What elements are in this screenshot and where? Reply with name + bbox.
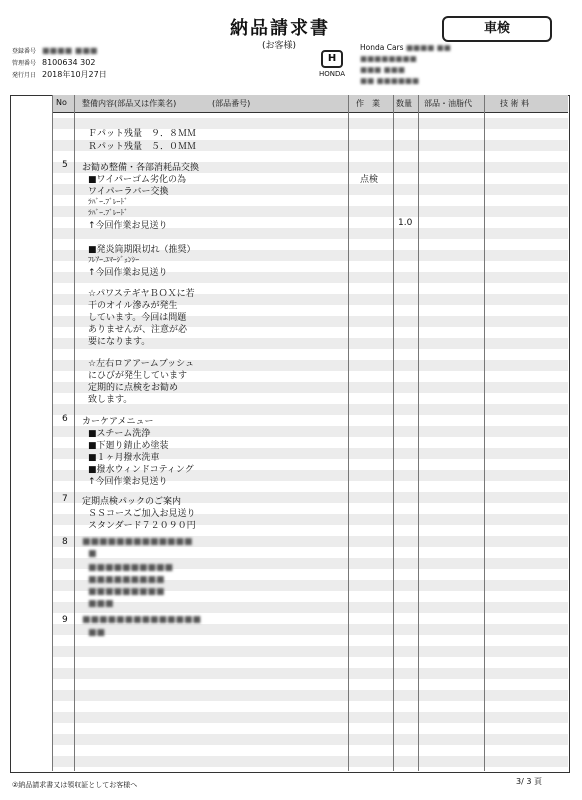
row-content: ■■ [88, 628, 106, 638]
row-content: しています。今回は問題 [88, 313, 187, 323]
issue-value: 2018年10月27日 [42, 69, 107, 79]
row-content: ﾌﾚｱｰ.ｴﾏｰｼﾞｪﾝｼｰ [88, 255, 140, 264]
col-divider-qty [393, 95, 394, 771]
header-parts-fee: 部品・油脂代 [424, 99, 472, 108]
row-content: ↑今回作業お見送り [88, 221, 168, 231]
row-content: ■撥水ウィンドコティング [88, 465, 194, 475]
mgmt-value: 8100634 302 [42, 57, 96, 67]
row-content: 要になります。 [88, 337, 151, 347]
row-work: 点検 [360, 175, 379, 185]
document-subtitle: (お客様) [262, 41, 297, 51]
row-content: ■■■ [88, 599, 114, 609]
document-title: 納品請求書 [230, 18, 330, 39]
header-work: 作 業 [356, 99, 380, 108]
row-content: ■スチーム洗浄 [88, 429, 151, 439]
row-content: にひびが発生しています [88, 371, 188, 381]
row-number: 8 [62, 537, 68, 547]
row-content: ↑今回作業お見送り [88, 477, 168, 487]
row-content: ワイパーラバー交換 [88, 187, 169, 197]
col-divider-work [348, 95, 349, 771]
row-content: ﾗﾊﾞｰ.ﾌﾞﾚｰﾄﾞ [88, 208, 128, 217]
row-content: カーケアメニュー [82, 417, 154, 427]
row-content: ■■■■■■■■■■■■■ [82, 537, 193, 547]
row-content: 干のオイル滲みが発生 [88, 301, 178, 311]
honda-logo-text: HONDA [318, 70, 346, 78]
dealer-info [360, 42, 451, 86]
header-content: 整備内容(部品又は作業名) [82, 99, 177, 108]
dealer-name-blur: ■■■■ ■■ [405, 43, 451, 52]
header-part-no: (部品番号) [212, 99, 251, 108]
row-content: ☆左右ロアアームブッシュ [88, 359, 194, 369]
footer-note: ②納品請求書又は領収証としてお客様へ [12, 781, 138, 789]
dealer-address-2: ■■■ ■■■ [360, 65, 405, 74]
row-stripe [53, 690, 568, 701]
left-margin-column [10, 95, 53, 771]
col-divider-no [52, 95, 53, 771]
row-content: Ｒパット残量 ５．０ＭＭ [88, 142, 197, 152]
row-content: ■下廻り錆止め塗装 [88, 441, 169, 451]
row-content: 定期点検パックのご案内 [82, 497, 182, 507]
row-stripe [53, 602, 568, 613]
row-stripe [53, 712, 568, 723]
reg-value: ■■■■ ■■■ [42, 45, 98, 55]
row-content: ■■■■■■■■■■■■■■ [82, 615, 202, 625]
row-content: ↑今回作業お見送り [88, 268, 168, 278]
meta-block [12, 44, 107, 80]
row-content: ■■■■■■■■■ [88, 587, 165, 597]
header-no: No [56, 98, 67, 107]
row-content: ☆パワステギヤＢＯＸに若 [88, 289, 195, 299]
row-number: 6 [62, 414, 68, 424]
row-stripe [53, 646, 568, 657]
row-content: 定期的に点検をお勧め [88, 383, 179, 393]
mgmt-label: 管理番号 [12, 59, 37, 67]
row-number: 5 [62, 160, 68, 170]
row-qty: 1.0 [398, 218, 413, 228]
header-tech-fee: 技 術 料 [500, 99, 530, 108]
row-content: ■ワイパーゴム劣化の為 [88, 175, 187, 185]
row-content: Ｆパット残量 ９．８ＭＭ [88, 129, 197, 139]
row-content: ＳＳコースご加入お見送り [88, 509, 196, 519]
dealer-name: Honda Cars [360, 43, 404, 52]
dealer-address-1: ■■■■■■■■ [360, 54, 417, 63]
col-divider-tech [484, 95, 485, 771]
row-content: ■■■■■■■■■ [88, 575, 165, 585]
row-content: 致します。 [88, 395, 133, 405]
row-content: ■発炎筒期限切れ（推奨） [88, 245, 196, 255]
col-divider-parts [418, 95, 419, 771]
honda-logo [312, 50, 352, 80]
row-content: ■■■■■■■■■■ [88, 563, 174, 573]
row-content: ■１ヶ月撥水洗車 [88, 453, 160, 463]
row-content: お勧め整備・各部消耗品交換 [82, 163, 200, 173]
row-number: 7 [62, 494, 68, 504]
row-stripe [53, 734, 568, 745]
dealer-address-3: ■■ ■■■■■■ [360, 76, 420, 85]
row-content: ﾗﾊﾞｰ.ﾌﾞﾚｰﾄﾞ [88, 197, 128, 206]
col-divider-content [74, 95, 75, 771]
header-qty: 数量 [396, 99, 412, 108]
row-stripe [53, 206, 568, 217]
row-content: スタンダード７２０９０円 [88, 521, 196, 531]
issue-label: 発行月日 [12, 71, 37, 79]
honda-mark-icon: H [321, 50, 343, 68]
reg-label: 登録番号 [12, 47, 37, 55]
row-stripe [53, 668, 568, 679]
row-content: ■ [88, 549, 97, 559]
inspection-badge: 車検 [442, 16, 552, 42]
row-stripe [53, 624, 568, 635]
row-number: 9 [62, 615, 68, 625]
page-number: 3/ 3 頁 [516, 777, 542, 786]
row-stripe [53, 756, 568, 767]
row-content: ありませんが、注意が必 [88, 325, 188, 335]
